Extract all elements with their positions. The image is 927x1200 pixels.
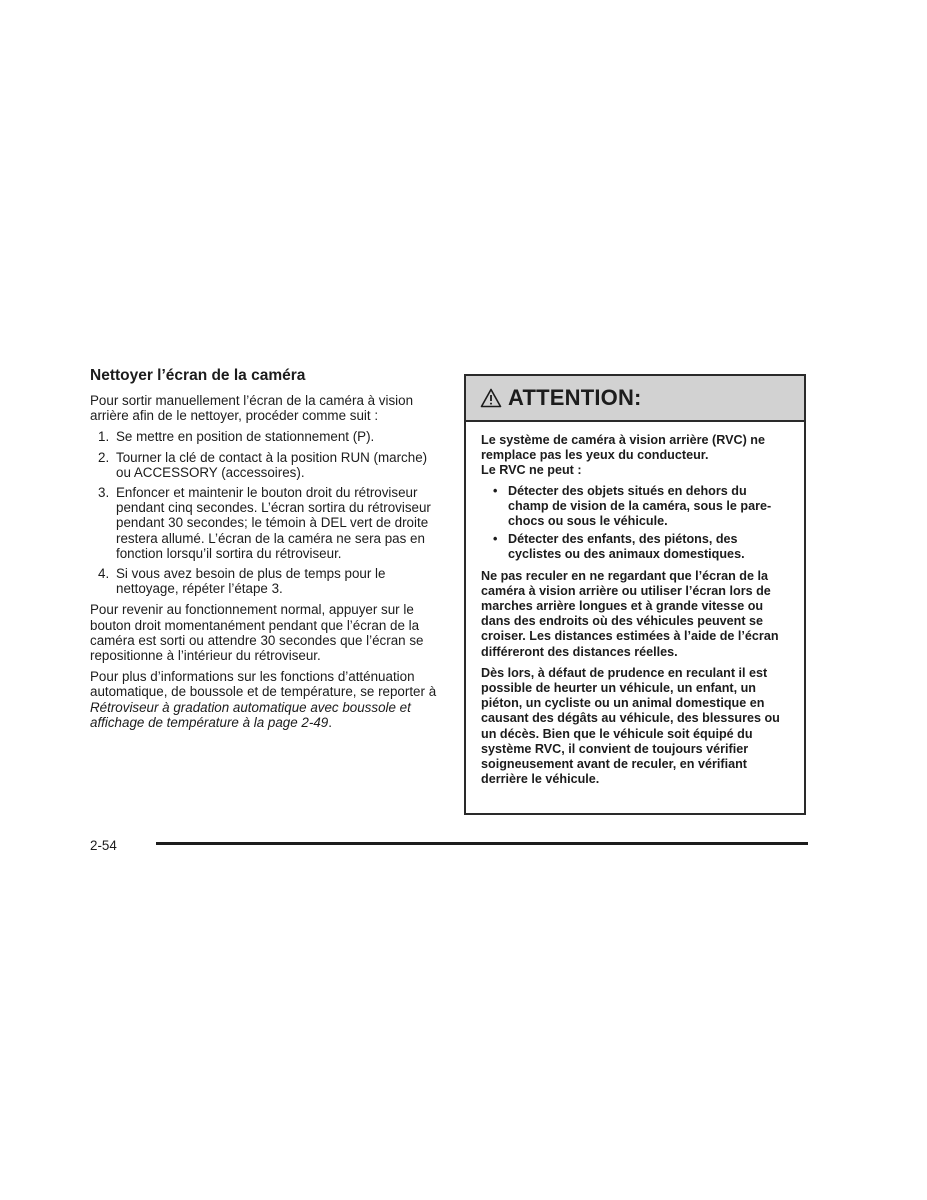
more-info-paragraph <box>90 669 440 730</box>
warning-paragraph-3: Dès lors, à défaut de prudence en reculant il est possible de heurter un véhicule, un enfant, un piéton, un cycliste ou un animal domestique en causant des dégâts au véhicule, des blessures ou un décès. Bien que le véhicule soit équipé du système RVC, il convient de toujours vérifier soigneusement avant de reculer, en vérifiant derrière le véhicule. <box>481 665 780 787</box>
step-item <box>90 566 440 596</box>
step-text: Enfoncer et maintenir le bouton droit du rétroviseur pendant cinq secondes. L’écran sortira du rétroviseur pendant 30 secondes; le témoin à DEL vert de droite restera allumé. L’écran de la caméra ne sera pas en fonction lorsqu’il sortira du rétroviseur. <box>116 485 431 561</box>
cross-reference-link[interactable]: Rétroviseur à gradation automatique avec boussole et affichage de température à la page 2-49 <box>90 699 411 730</box>
warning-bullet-item <box>481 484 790 530</box>
warning-intro: Le système de caméra à vision arrière (RVC) ne remplace pas les yeux du conducteur. <box>481 433 765 463</box>
instructions-column <box>90 367 440 736</box>
step-text: Tourner la clé de contact à la position RUN (marche) ou ACCESSORY (accessoires). <box>116 449 428 480</box>
step-number: 3. <box>98 485 110 501</box>
warning-bullet-text: Détecter des enfants, des piétons, des cyclistes ou des animaux domestiques. <box>508 532 745 562</box>
intro-paragraph: Pour sortir manuellement l’écran de la caméra à vision arrière afin de le nettoyer, procéder comme suit : <box>90 393 414 424</box>
step-number: 1. <box>98 429 110 445</box>
step-number: 4. <box>98 566 110 582</box>
warning-triangle-icon <box>480 388 502 408</box>
page-number: 2-54 <box>90 838 117 853</box>
return-paragraph: Pour revenir au fonctionnement normal, appuyer sur le bouton droit momentanément pendant que l’écran de la caméra est sorti ou attendre 30 secondes que l’écran se repositionne à l’intérieur du rétroviseur. <box>90 602 424 664</box>
step-item <box>90 429 440 444</box>
warning-bullet-text: Détecter des objets situés en dehors du champ de vision de la caméra, sous le pare-chocs ou sous le véhicule. <box>508 483 772 529</box>
steps-list <box>90 429 440 596</box>
more-info-end: . <box>328 714 332 730</box>
warning-title: ATTENTION: <box>508 385 642 410</box>
warning-bullet-list <box>481 484 790 563</box>
warning-cannot: Le RVC ne peut : <box>481 463 582 478</box>
step-item <box>90 450 440 480</box>
bullet-icon: • <box>493 532 498 547</box>
more-info-text: Pour plus d’informations sur les fonctions d’atténuation automatique, de boussole et de température, se reporter à <box>90 669 437 700</box>
warning-paragraph-2: Ne pas reculer en ne regardant que l’écran de la caméra à vision arrière ou utiliser l’écran lors de marches arrière longues et à grande vitesse ou dans des endroits où des véhicules peuvent se croiser. Les distances estimées à l’aide de l’écran différeront des distances réelles. <box>481 568 779 659</box>
bullet-icon: • <box>493 483 498 498</box>
warning-body <box>466 422 804 787</box>
step-item <box>90 485 440 561</box>
section-heading: Nettoyer l’écran de la caméra <box>90 367 306 384</box>
footer-rule <box>156 842 808 845</box>
warning-box <box>464 374 806 815</box>
step-number: 2. <box>98 449 110 465</box>
warning-header <box>466 376 804 422</box>
step-text: Se mettre en position de stationnement (P). <box>116 429 375 445</box>
step-text: Si vous avez besoin de plus de temps pour le nettoyage, répéter l’étape 3. <box>116 566 386 597</box>
warning-bullet-item <box>481 532 790 562</box>
